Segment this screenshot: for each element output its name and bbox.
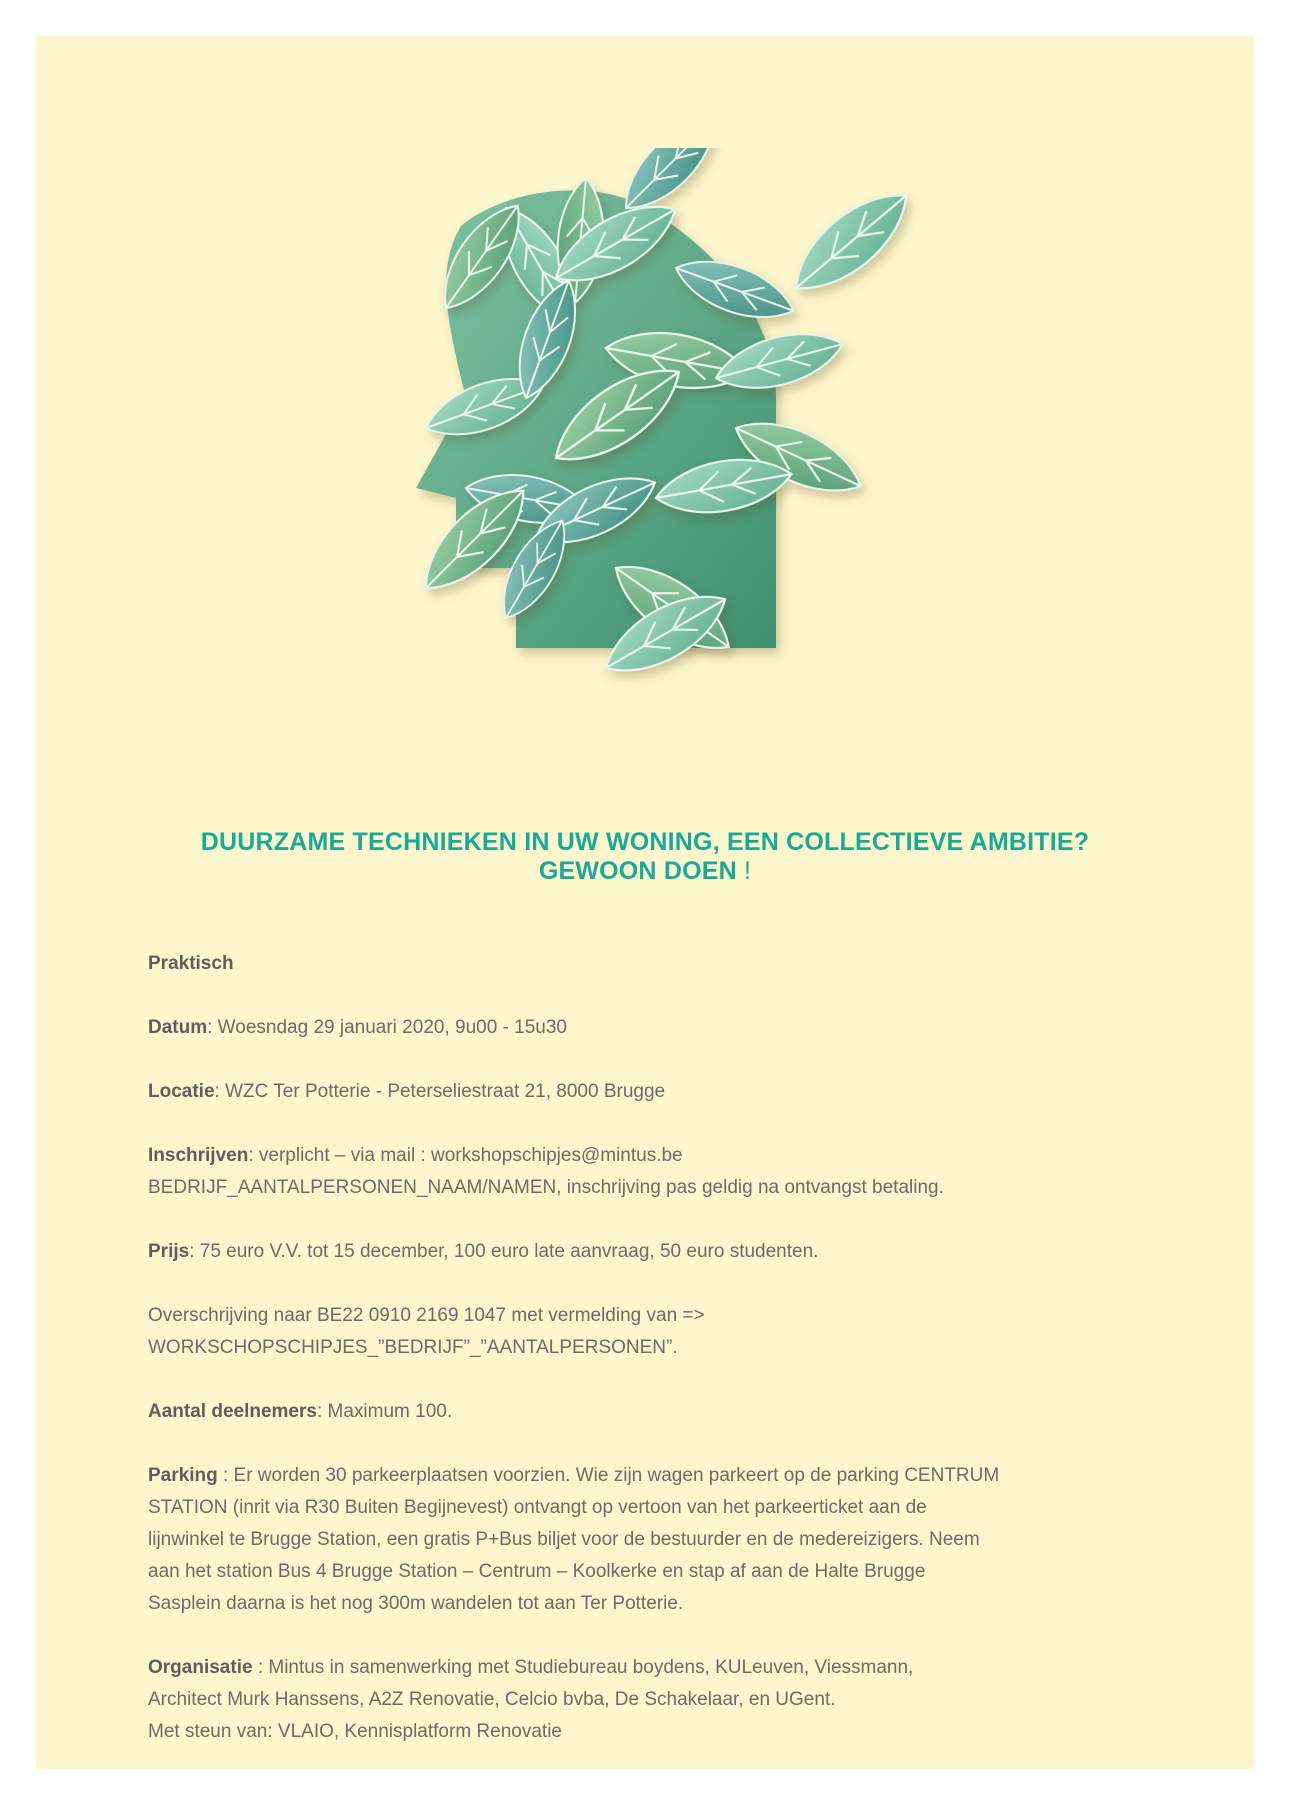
organisatie-label: Organisatie xyxy=(148,1657,253,1678)
overschrijving-line-1: Overschrijving naar BE22 0910 2169 1047 met vermelding van => xyxy=(148,1305,705,1326)
leaf-head-illustration xyxy=(356,148,996,788)
parking-line-3: lijnwinkel te Brugge Station, een gratis P+Bus biljet voor de bestuurder en de medereizigers. Neem xyxy=(148,1529,980,1550)
parking-block xyxy=(148,1460,1158,1620)
inschrijven-value: : verplicht – via mail : workshopschipjes@mintus.be xyxy=(248,1145,683,1166)
parking-line-4: aan het station Bus 4 Brugge Station – Centrum – Koolkerke en stap af aan de Halte Brugge xyxy=(148,1561,926,1582)
deelnemers-value: : Maximum 100. xyxy=(316,1401,453,1422)
title-line-2 xyxy=(36,857,1254,886)
organisatie-line-1: : Mintus in samenwerking met Studiebureau boydens, KULeuven, Viessmann, xyxy=(252,1657,914,1678)
inschrijven-line-2: BEDRIJF_AANTALPERSONEN_NAAM/NAMEN, inschrijving pas geldig na ontvangst betaling. xyxy=(148,1177,944,1198)
prijs-label: Prijs xyxy=(148,1241,190,1262)
title-exclamation: ! xyxy=(736,857,752,885)
overschrijving-block xyxy=(148,1300,1158,1364)
parking-line-1: : Er worden 30 parkeerplaatsen voorzien. Wie zijn wagen parkeert op de parking CENTRUM xyxy=(217,1465,1000,1486)
deelnemers-line xyxy=(148,1396,1158,1428)
datum-value: : Woesndag 29 januari 2020, 9u00 - 15u30 xyxy=(207,1017,567,1038)
section-heading xyxy=(148,948,1158,980)
page-title xyxy=(36,828,1254,886)
parking-line-5: Sasplein daarna is het nog 300m wandelen tot aan Ter Potterie. xyxy=(148,1593,684,1614)
datum-label: Datum xyxy=(148,1017,208,1038)
organisatie-block xyxy=(148,1652,1158,1748)
inschrijven-label: Inschrijven xyxy=(148,1145,249,1166)
locatie-label: Locatie xyxy=(148,1081,215,1102)
practical-info xyxy=(148,948,1158,1748)
parking-line-2: STATION (inrit via R30 Buiten Begijnevest) ontvangt op vertoon van het parkeerticket aan de xyxy=(148,1497,927,1518)
parking-label: Parking xyxy=(148,1465,218,1486)
title-line-2-text: GEWOON DOEN xyxy=(538,857,737,885)
organisatie-line-2: Architect Murk Hanssens, A2Z Renovatie, Celcio bvba, De Schakelaar, en UGent. xyxy=(148,1689,836,1710)
locatie-value: : WZC Ter Potterie - Peterseliestraat 21, 8000 Brugge xyxy=(214,1081,666,1102)
section-heading-text: Praktisch xyxy=(148,953,234,974)
title-line-1: DUURZAME TECHNIEKEN IN UW WONING, EEN COLLECTIEVE AMBITIE? xyxy=(200,828,1090,856)
inschrijven-block xyxy=(148,1140,1158,1204)
locatie-line xyxy=(148,1076,1158,1108)
document-page xyxy=(36,36,1254,1769)
prijs-value: : 75 euro V.V. tot 15 december, 100 euro late aanvraag, 50 euro studenten. xyxy=(189,1241,819,1262)
datum-line xyxy=(148,1012,1158,1044)
overschrijving-line-2: WORKSCHOPSCHIPJES_”BEDRIJF”_”AANTALPERSONEN”. xyxy=(148,1337,678,1358)
deelnemers-label: Aantal deelnemers xyxy=(148,1401,317,1422)
prijs-line xyxy=(148,1236,1158,1268)
organisatie-line-3: Met steun van: VLAIO, Kennisplatform Renovatie xyxy=(148,1721,562,1742)
